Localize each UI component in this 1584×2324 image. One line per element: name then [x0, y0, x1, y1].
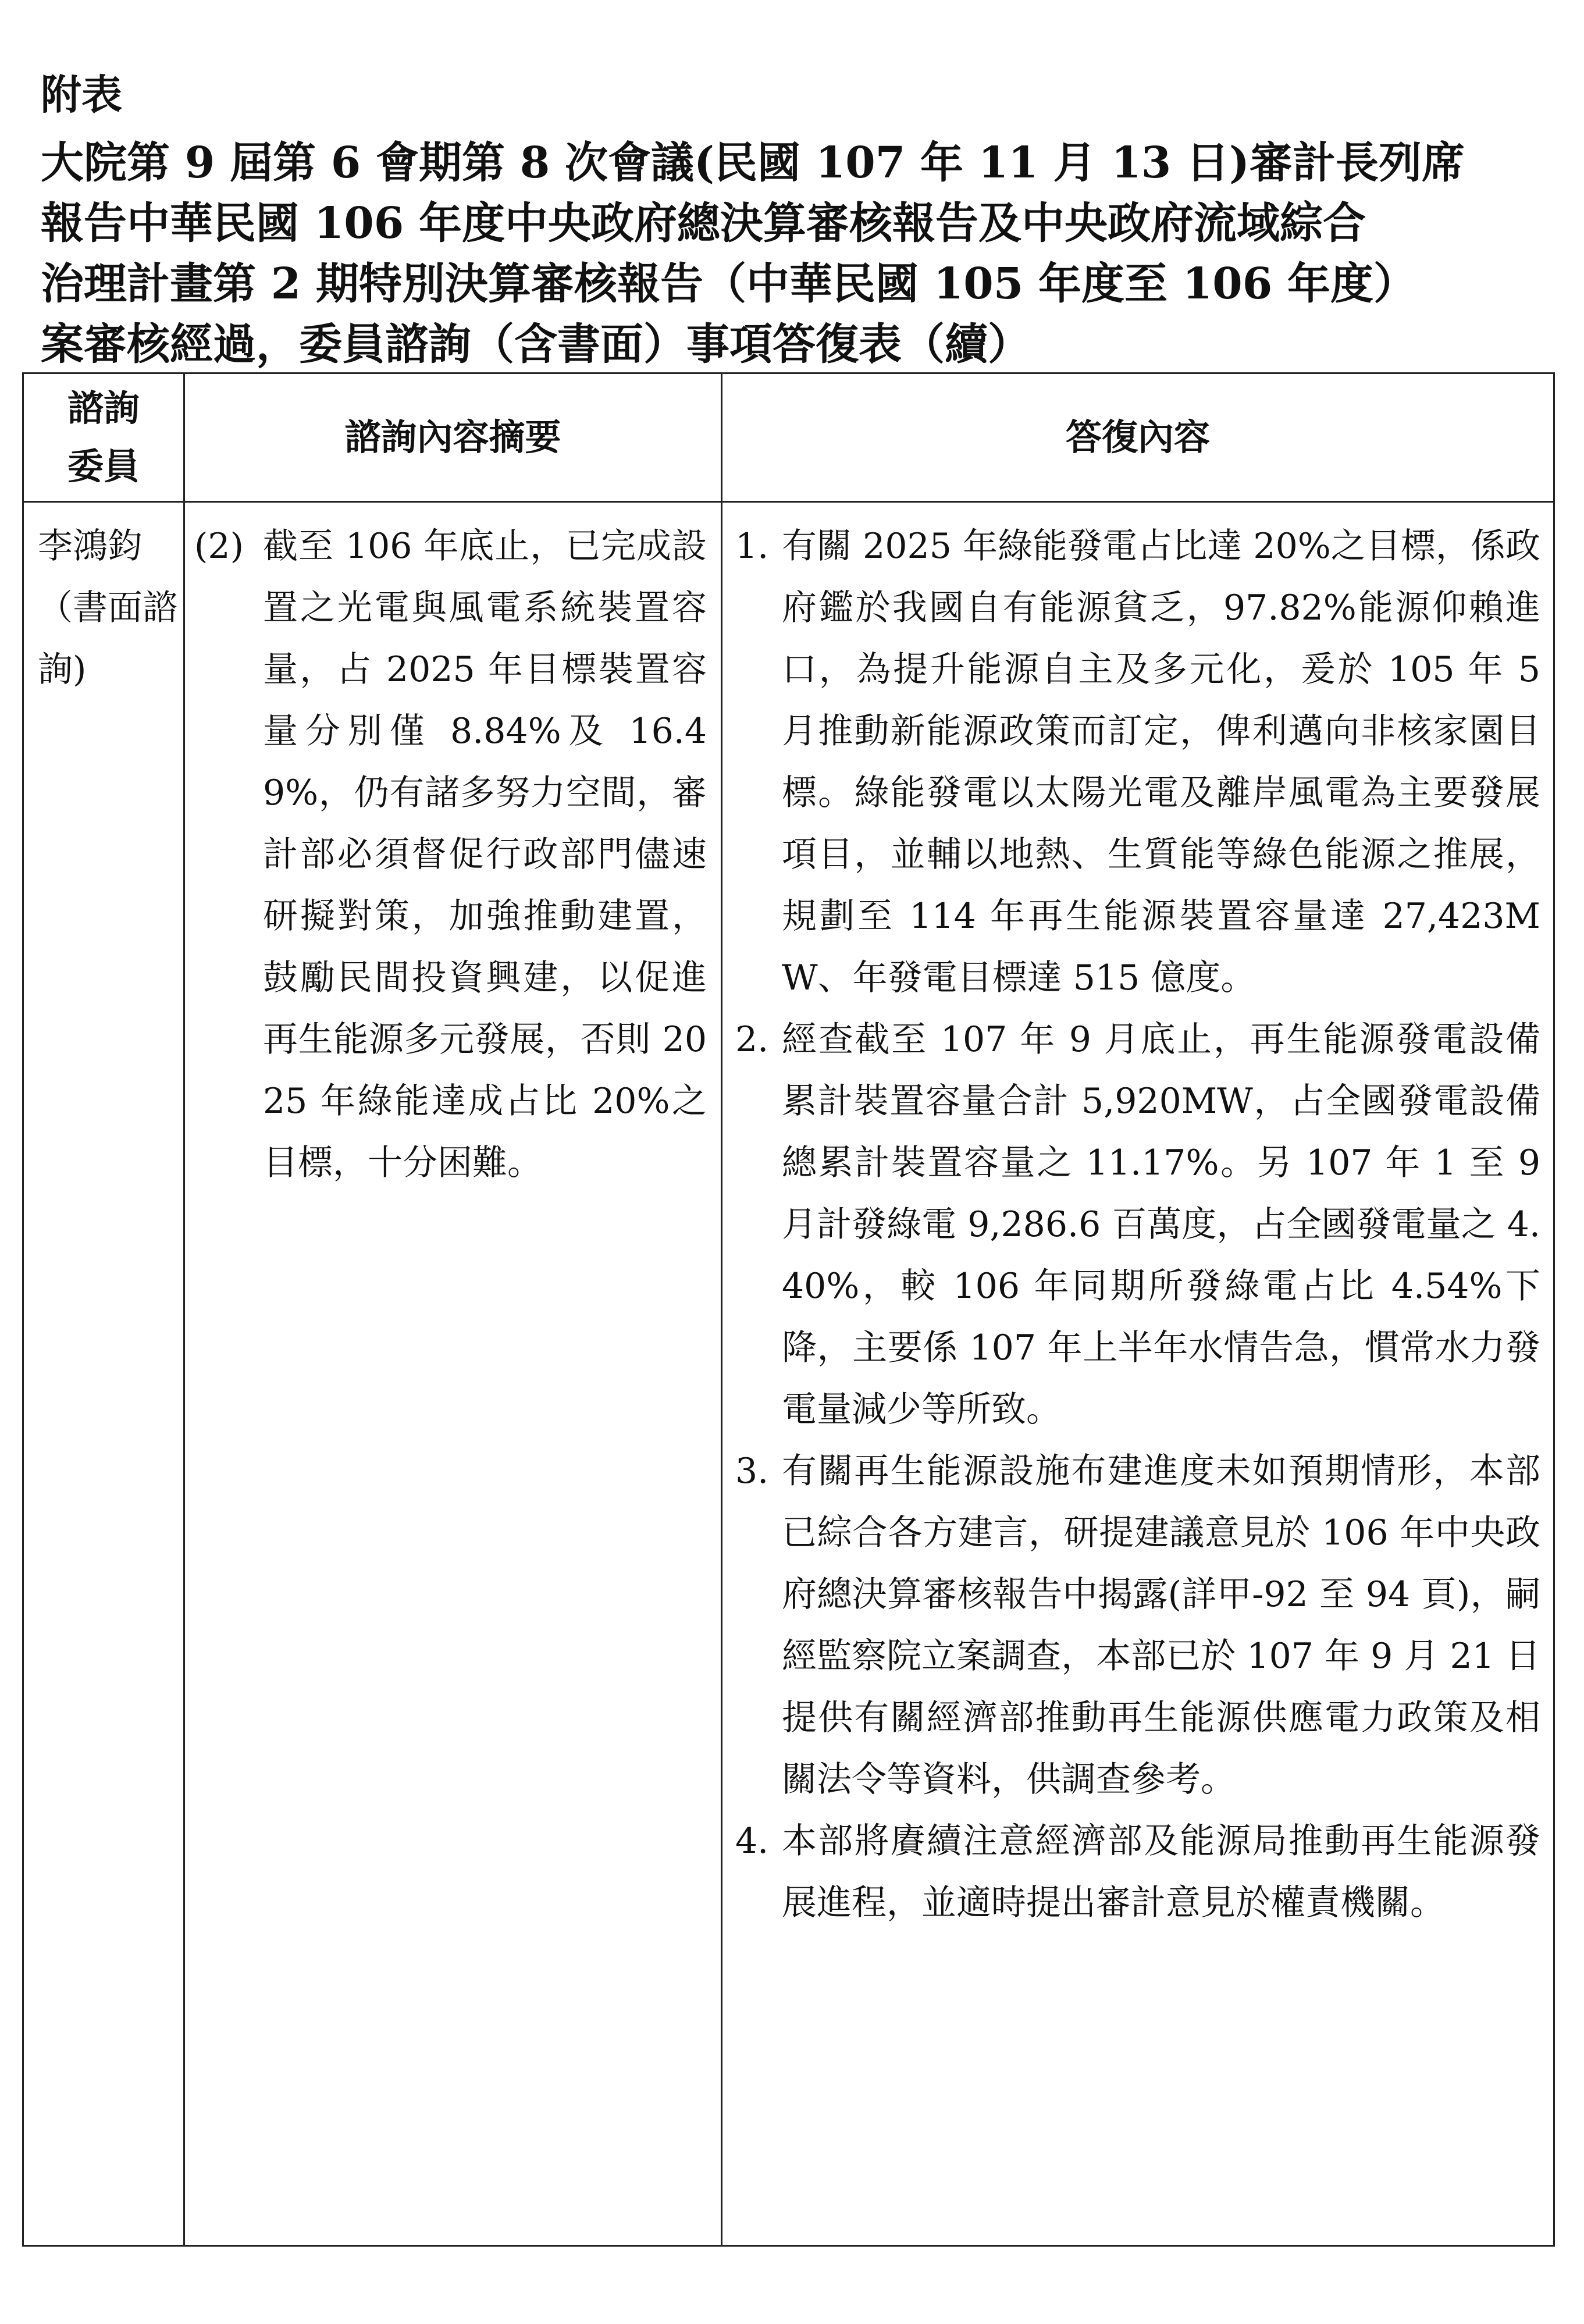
summary-item — [194, 515, 707, 1194]
reply-item-number: 1. — [735, 526, 769, 567]
title-line-2: 報告中華民國 106 年度中央政府總決算審核報告及中央政府流域綜合 — [41, 198, 1366, 248]
reply-item-text: 有關再生能源設施布建進度未如預期情形，本部已綜合各方建言，研提建議意見於 106 年中央政府總決算審核報告中揭露(詳甲-92 至 94 頁)，嗣經監察院立案調查，本部已於 107 年 9 月 21 日提供有關經濟部推動再生能源供應電力政策及相關法令等資料，供調查參考。 — [782, 1451, 1540, 1800]
reply-cell — [722, 502, 1554, 2246]
summary-item-text: 截至 106 年底止，已完成設置之光電與風電系統裝置容量，占 2025 年目標裝置容量分別僅 8.84%及 16.49%，仍有諸多努力空間，審計部必須督促行政部門儘速研擬對策，加強推動建置，鼓勵民間投資興建，以促進再生能源多元發展，否則 2025 年綠能達成占比 20%之目標，十分困難。 — [263, 526, 707, 1183]
table-header-row — [23, 373, 1554, 502]
reply-item-text: 本部將賡續注意經濟部及能源局推動再生能源發展進程，並適時提出審計意見於權責機關。 — [782, 1821, 1540, 1923]
committee-cell — [23, 502, 184, 2246]
reply-item-text: 有關 2025 年綠能發電占比達 20%之目標，係政府鑑於我國自有能源貧乏，97.82%能源仰賴進口，為提升能源自主及多元化，爰於 105 年 5 月推動新能源政策而訂定，俾利邁向非核家園目標。綠能發電以太陽光電及離岸風電為主要發展項目，並輔以地熱、生質能等綠色能源之推展，規劃至 114 年再生能源裝置容量達 27,423MW、年發電目標達 515 億度。 — [782, 526, 1540, 998]
summary-item-number: (2) — [194, 526, 244, 567]
title-line-1: 大院第 9 屆第 6 會期第 8 次會議(民國 107 年 11 月 13 日)審計長列席 — [41, 138, 1465, 188]
header-committee — [23, 373, 184, 502]
title-line-3: 治理計畫第 2 期特別決算審核報告（中華民國 105 年度至 106 年度） — [41, 259, 1416, 309]
title-line-4: 案審核經過，委員諮詢（含書面）事項答復表（續） — [41, 319, 1031, 369]
reply-item-text: 經查截至 107 年 9 月底止，再生能源發電設備累計裝置容量合計 5,920MW，占全國發電設備總累計裝置容量之 11.17%。另 107 年 1 至 9 月計發綠電 9,286.6 百萬度，占全國發電量之 4.40%，較 106 年同期所發綠電占比 4.54%下降，主要係 107 年上半年水情告急，慣常水力發電量減少等所致。 — [782, 1019, 1540, 1430]
reply-item-4 — [735, 1810, 1540, 1934]
reply-item-number: 2. — [735, 1019, 769, 1060]
table-row — [23, 502, 1554, 2246]
header-summary: 諮詢內容摘要 — [184, 373, 722, 502]
header-committee-label: 諮詢委員 — [67, 387, 140, 487]
appendix-label: 附表 — [41, 70, 122, 119]
reply-item-1 — [735, 515, 1540, 1009]
document-title — [41, 133, 1553, 375]
reply-item-number: 4. — [735, 1821, 769, 1862]
reply-item-number: 3. — [735, 1451, 769, 1492]
reply-table — [22, 372, 1555, 2247]
header-reply: 答復內容 — [722, 373, 1554, 502]
summary-cell — [184, 502, 722, 2246]
committee-name: 李鴻鈞（書面諮詢) — [38, 526, 177, 690]
reply-item-3 — [735, 1440, 1540, 1810]
reply-item-2 — [735, 1009, 1540, 1440]
